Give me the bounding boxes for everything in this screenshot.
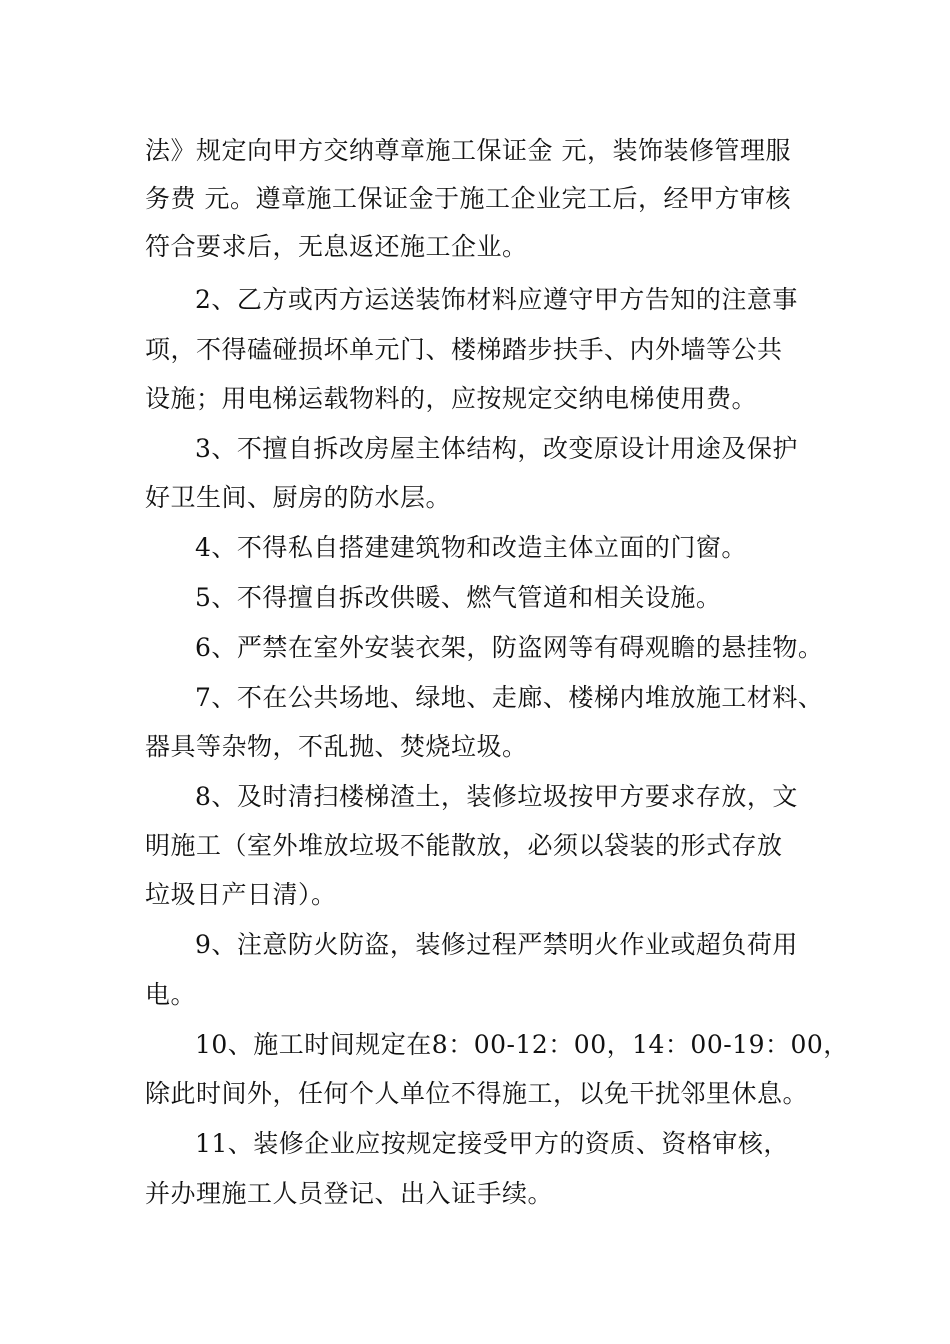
paragraph-intro-line-3: 符合要求后，无息返还施工企业。 xyxy=(145,232,528,261)
paragraph-3-line-1: 3、不擅自拆改房屋主体结构，改变原设计用途及保护 xyxy=(195,434,798,463)
paragraph-intro-line-2: 务费 元。遵章施工保证金于施工企业完工后，经甲方审核 xyxy=(145,184,791,213)
paragraph-2-line-3: 设施；用电梯运载物料的，应按规定交纳电梯使用费。 xyxy=(145,384,758,413)
paragraph-8-line-3: 垃圾日产日清）。 xyxy=(145,880,337,909)
paragraph-10-line-1: 10、施工时间规定在8：00-12：00，14：00-19：00， xyxy=(195,1030,849,1059)
paragraph-2-line-1: 2、乙方或丙方运送装饰材料应遵守甲方告知的注意事 xyxy=(195,285,798,314)
paragraph-9-line-1: 9、注意防火防盗，装修过程严禁明火作业或超负荷用 xyxy=(195,930,798,959)
paragraph-11-line-2: 并办理施工人员登记、出入证手续。 xyxy=(145,1179,554,1208)
paragraph-8-line-1: 8、及时清扫楼梯渣土，装修垃圾按甲方要求存放，文 xyxy=(195,782,798,811)
paragraph-8-line-2: 明施工（室外堆放垃圾不能散放，必须以袋装的形式存放 xyxy=(145,831,783,860)
paragraph-intro-line-1: 法》规定向甲方交纳尊章施工保证金 元，装饰装修管理服 xyxy=(145,136,791,165)
paragraph-10-line-2: 除此时间外，任何个人单位不得施工，以免干扰邻里休息。 xyxy=(145,1079,809,1108)
paragraph-4-line-1: 4、不得私自搭建建筑物和改造主体立面的门窗。 xyxy=(195,533,747,562)
paragraph-9-line-2: 电。 xyxy=(145,980,197,1009)
paragraph-7-line-1: 7、不在公共场地、绿地、走廊、楼梯内堆放施工材料、 xyxy=(195,683,824,712)
paragraph-7-line-2: 器具等杂物，不乱抛、焚烧垃圾。 xyxy=(145,732,528,761)
paragraph-3-line-2: 好卫生间、厨房的防水层。 xyxy=(145,483,452,512)
paragraph-11-line-1: 11、装修企业应按规定接受甲方的资质、资格审核， xyxy=(195,1129,789,1158)
paragraph-5-line-1: 5、不得擅自拆改供暖、燃气管道和相关设施。 xyxy=(195,583,722,612)
paragraph-2-line-2: 项，不得磕碰损坏单元门、楼梯踏步扶手、内外墙等公共 xyxy=(145,335,783,364)
paragraph-6-line-1: 6、严禁在室外安装衣架，防盗网等有碍观瞻的悬挂物。 xyxy=(195,633,824,662)
